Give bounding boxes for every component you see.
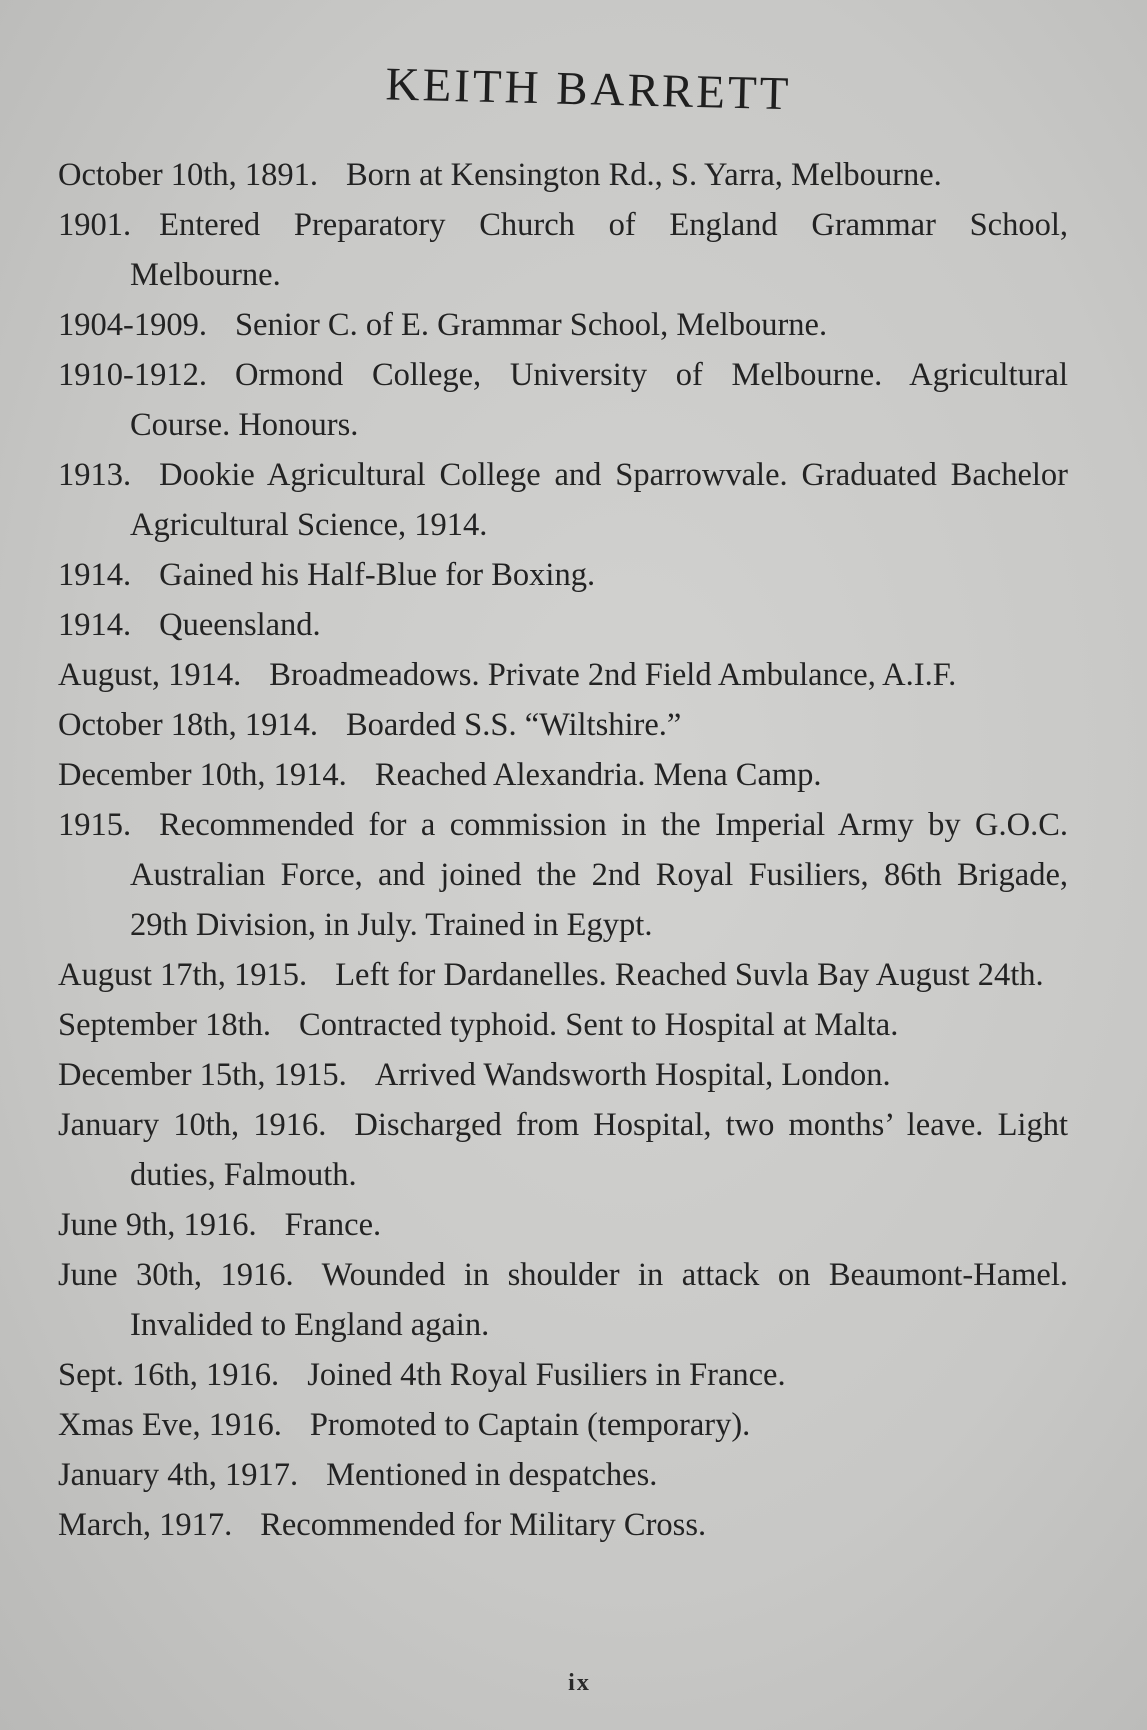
entry-text: Joined 4th Royal Fusiliers in France. bbox=[307, 1357, 786, 1393]
chronology-entry bbox=[58, 950, 1068, 1000]
entry-text: Reached Alexandria. Mena Camp. bbox=[374, 757, 822, 793]
chronology-entry bbox=[58, 1250, 1068, 1350]
entry-text: Queensland. bbox=[159, 607, 321, 643]
entry-text: Left for Dardanelles. Reached Suvla Bay August 24th. bbox=[335, 957, 1044, 993]
entry-text: Entered Preparatory Church of England Grammar School, Melbourne. bbox=[130, 207, 1068, 293]
entry-date: Xmas Eve, 1916. bbox=[58, 1407, 282, 1443]
chronology-entry bbox=[58, 1500, 1068, 1550]
page-number: ix bbox=[568, 1670, 591, 1696]
entry-text: Discharged from Hospital, two months’ leave. Light duties, Falmouth. bbox=[130, 1107, 1068, 1193]
entry-text: Arrived Wandsworth Hospital, London. bbox=[374, 1057, 891, 1093]
entry-date: January 10th, 1916. bbox=[58, 1107, 327, 1143]
entry-date: December 15th, 1915. bbox=[58, 1057, 347, 1093]
entry-date: March, 1917. bbox=[58, 1507, 233, 1543]
chronology-entry bbox=[58, 750, 1068, 800]
entry-date: August, 1914. bbox=[58, 657, 242, 693]
chronology-entry bbox=[58, 150, 1068, 200]
entry-text: Boarded S.S. “Wiltshire.” bbox=[345, 707, 682, 743]
chronology-entry bbox=[58, 350, 1068, 450]
entry-text: France. bbox=[284, 1207, 382, 1243]
entry-date: 1901. bbox=[58, 207, 132, 243]
entry-text: Broadmeadows. Private 2nd Field Ambulance, A.I.F. bbox=[269, 657, 957, 693]
entry-text: Ormond College, University of Melbourne. Agricultural Course. Honours. bbox=[130, 357, 1068, 443]
entry-date: Sept. 16th, 1916. bbox=[58, 1357, 280, 1393]
entry-date: December 10th, 1914. bbox=[58, 757, 347, 793]
entry-date: June 9th, 1916. bbox=[58, 1207, 257, 1243]
chronology-entry bbox=[58, 300, 1068, 350]
entry-date: September 18th. bbox=[58, 1007, 272, 1043]
entry-text: Recommended for Military Cross. bbox=[260, 1507, 707, 1543]
entry-text: Mentioned in despatches. bbox=[326, 1457, 658, 1493]
entry-text: Promoted to Captain (temporary). bbox=[309, 1407, 751, 1443]
entry-date: 1914. bbox=[58, 607, 132, 643]
entry-date: 1913. bbox=[58, 457, 132, 493]
chronology-entry bbox=[58, 700, 1068, 750]
entry-text: Recommended for a commission in the Imperial Army by G.O.C. Australian Force, and joined the 2nd Royal Fusiliers, 86th Brigade, 29th Division, in July. Trained in Egypt. bbox=[130, 807, 1068, 943]
chronology-entry bbox=[58, 1400, 1068, 1450]
entry-text: Gained his Half-Blue for Boxing. bbox=[159, 557, 596, 593]
chronology-entry bbox=[58, 1350, 1068, 1400]
entry-date: October 10th, 1891. bbox=[58, 157, 318, 193]
entry-date: 1914. bbox=[58, 557, 132, 593]
entry-text: Contracted typhoid. Sent to Hospital at Malta. bbox=[299, 1007, 899, 1043]
entry-text: Born at Kensington Rd., S. Yarra, Melbourne. bbox=[345, 157, 942, 193]
entry-date: 1910-1912. bbox=[58, 357, 207, 393]
chronology-entry bbox=[58, 600, 1068, 650]
entry-text: Dookie Agricultural College and Sparrowvale. Graduated Bachelor Agricultural Science, 1914. bbox=[130, 457, 1068, 543]
chronology-entry bbox=[58, 650, 1068, 700]
entry-text: Wounded in shoulder in attack on Beaumont-Hamel. Invalided to England again. bbox=[130, 1257, 1069, 1343]
entry-date: 1904-1909. bbox=[58, 307, 207, 343]
chronology-entry bbox=[58, 1000, 1068, 1050]
chronology-entry bbox=[58, 550, 1068, 600]
entry-date: June 30th, 1916. bbox=[58, 1257, 294, 1293]
entry-date: August 17th, 1915. bbox=[58, 957, 308, 993]
chronology-entry bbox=[58, 1100, 1068, 1200]
chronology-entry bbox=[58, 1450, 1068, 1500]
chronology-entry bbox=[58, 800, 1068, 950]
entry-date: 1915. bbox=[58, 807, 132, 843]
chronology-entry bbox=[58, 1200, 1068, 1250]
chronology-entry bbox=[58, 450, 1068, 550]
entry-date: October 18th, 1914. bbox=[58, 707, 318, 743]
page-title: KEITH BARRETT bbox=[384, 58, 792, 121]
chronology-list bbox=[58, 150, 1068, 1550]
chronology-entry bbox=[58, 200, 1068, 300]
entry-text: Senior C. of E. Grammar School, Melbourne. bbox=[234, 307, 828, 343]
entry-date: January 4th, 1917. bbox=[58, 1457, 299, 1493]
chronology-entry bbox=[58, 1050, 1068, 1100]
